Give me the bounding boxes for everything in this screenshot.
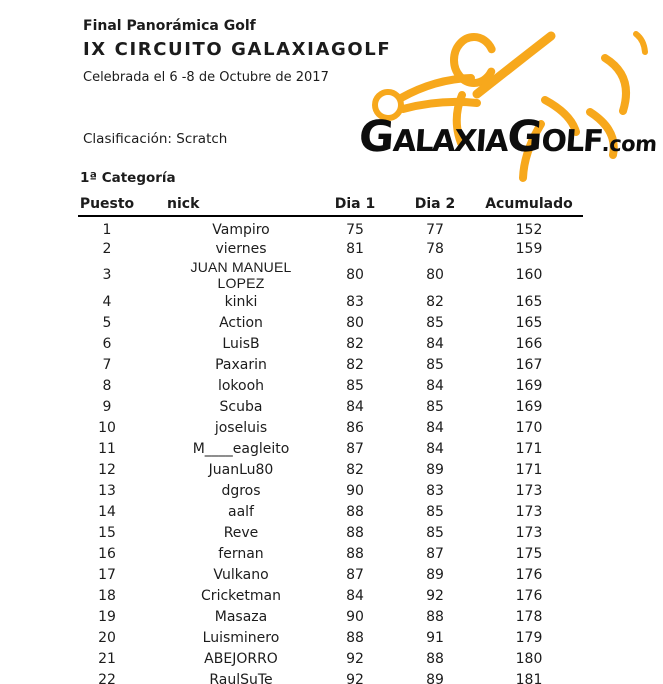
cell-dia2: 82	[426, 293, 444, 310]
cell-dia2: 89	[426, 461, 444, 478]
cell-acumulado: 165	[515, 314, 543, 331]
cell-puesto: 11	[98, 440, 116, 457]
cell-nick: LuisB	[222, 335, 260, 352]
cell-acumulado: 170	[515, 419, 543, 436]
table-row	[78, 585, 583, 606]
cell-dia1: 84	[346, 587, 364, 604]
cell-nick: Scuba	[219, 398, 263, 415]
cell-acumulado: 159	[515, 240, 543, 257]
cell-puesto: 2	[102, 240, 112, 257]
cell-nick: fernan	[218, 545, 264, 562]
brand-dotcom: .com	[600, 132, 658, 156]
cell-nick: Vampiro	[212, 222, 270, 238]
table-header-row	[78, 196, 583, 216]
results-tbody	[78, 216, 583, 684]
cell-puesto: 3	[102, 267, 112, 283]
cell-acumulado: 181	[515, 671, 543, 684]
cell-dia1: 85	[346, 377, 364, 394]
classification-line: Clasificación: Scratch	[83, 131, 228, 147]
table-row	[78, 333, 583, 354]
column-header-dia1: Dia 1	[315, 196, 395, 216]
cell-puesto: 18	[98, 587, 116, 604]
cell-dia1: 84	[346, 398, 364, 415]
table-row	[78, 501, 583, 522]
cell-nick: viernes	[215, 240, 267, 257]
cell-dia1: 88	[346, 503, 364, 520]
cell-puesto: 1	[102, 222, 112, 238]
brand-letter-g1: G	[357, 112, 396, 162]
cell-puesto: 21	[98, 650, 116, 667]
cell-nick: Masaza	[214, 608, 268, 625]
cell-nick: JUAN MANUEL LOPEZ	[190, 259, 292, 291]
table-row	[78, 522, 583, 543]
cell-puesto: 8	[102, 377, 112, 394]
cell-dia2: 84	[426, 440, 444, 457]
cell-dia1: 92	[346, 650, 364, 667]
cell-puesto: 22	[98, 671, 116, 684]
results-table	[78, 196, 583, 684]
cell-nick: RaulSuTe	[209, 671, 273, 684]
cell-puesto: 20	[98, 629, 116, 646]
cell-nick: JuanLu80	[208, 461, 274, 478]
column-header-puesto: Puesto	[78, 196, 136, 216]
cell-dia2: 87	[426, 545, 444, 562]
cell-puesto: 15	[98, 524, 116, 541]
table-row	[78, 291, 583, 312]
cell-nick: ABEJORRO	[204, 650, 278, 667]
cell-acumulado: 173	[515, 524, 543, 541]
cell-acumulado: 152	[515, 222, 543, 238]
cell-dia1: 82	[346, 461, 364, 478]
page-title: IX CIRCUITO GALAXIAGOLF	[83, 39, 392, 60]
cell-puesto: 14	[98, 503, 116, 520]
cell-dia1: 87	[346, 440, 364, 457]
cell-dia2: 83	[426, 482, 444, 499]
table-row	[78, 375, 583, 396]
cell-nick: Vulkano	[213, 566, 269, 583]
galaxiagolf-logo	[355, 12, 660, 184]
cell-acumulado: 176	[515, 587, 543, 604]
cell-acumulado: 175	[515, 545, 543, 562]
cell-acumulado: 176	[515, 566, 543, 583]
table-row	[78, 564, 583, 585]
table-row	[78, 543, 583, 564]
cell-dia1: 87	[346, 566, 364, 583]
cell-puesto: 12	[98, 461, 116, 478]
cell-nick: Luisminero	[202, 629, 280, 646]
cell-acumulado: 171	[515, 440, 543, 457]
cell-puesto: 6	[102, 335, 112, 352]
cell-dia2: 78	[426, 240, 444, 257]
cell-dia1: 81	[346, 240, 364, 257]
cell-nick: Action	[219, 314, 263, 331]
table-row	[78, 312, 583, 333]
cell-puesto: 13	[98, 482, 116, 499]
table-row	[78, 216, 583, 238]
cell-puesto: 5	[102, 314, 112, 331]
table-row	[78, 238, 583, 259]
cell-dia1: 82	[346, 335, 364, 352]
cell-nick: aalf	[228, 503, 254, 520]
cell-acumulado: 173	[515, 482, 543, 499]
cell-dia2: 85	[426, 503, 444, 520]
table-row	[78, 438, 583, 459]
cell-dia2: 88	[426, 650, 444, 667]
brand-letter-g2: G	[505, 112, 544, 162]
cell-puesto: 17	[98, 566, 116, 583]
event-date: Celebrada el 6 -8 de Octubre de 2017	[83, 70, 329, 85]
cell-acumulado: 178	[515, 608, 543, 625]
cell-puesto: 16	[98, 545, 116, 562]
table-row	[78, 396, 583, 417]
cell-nick: M____eagleito	[192, 440, 290, 457]
cell-nick: Reve	[223, 524, 259, 541]
cell-dia1: 82	[346, 356, 364, 373]
brand-wordmark	[357, 112, 658, 162]
cell-puesto: 19	[98, 608, 116, 625]
cell-acumulado: 169	[515, 398, 543, 415]
cell-dia1: 75	[346, 222, 364, 238]
event-name: Final Panorámica Golf	[83, 18, 256, 34]
column-header-acumulado: Acumulado	[475, 196, 583, 216]
cell-dia2: 84	[426, 377, 444, 394]
cell-dia1: 80	[346, 314, 364, 331]
cell-dia1: 90	[346, 608, 364, 625]
brand-alaxia: ALAXIA	[391, 124, 509, 159]
cell-dia2: 92	[426, 587, 444, 604]
cell-acumulado: 160	[515, 267, 543, 283]
brand-olf: OLF	[540, 124, 604, 159]
table-row	[78, 459, 583, 480]
cell-dia2: 85	[426, 356, 444, 373]
cell-dia1: 80	[346, 267, 364, 283]
cell-dia2: 89	[426, 671, 444, 684]
cell-puesto: 9	[102, 398, 112, 415]
cell-acumulado: 169	[515, 377, 543, 394]
cell-puesto: 7	[102, 356, 112, 373]
cell-acumulado: 179	[515, 629, 543, 646]
cell-acumulado: 165	[515, 293, 543, 310]
cell-dia1: 90	[346, 482, 364, 499]
table-row	[78, 417, 583, 438]
cell-nick: dgros	[221, 482, 261, 499]
column-header-dia2: Dia 2	[395, 196, 475, 216]
cell-nick: lokooh	[217, 377, 265, 394]
cell-nick: kinki	[224, 293, 258, 310]
cell-dia2: 84	[426, 419, 444, 436]
cell-nick: Paxarin	[215, 356, 267, 373]
cell-acumulado: 166	[515, 335, 543, 352]
cell-dia1: 88	[346, 524, 364, 541]
cell-dia2: 89	[426, 566, 444, 583]
cell-dia1: 92	[346, 671, 364, 684]
cell-dia2: 88	[426, 608, 444, 625]
cell-dia2: 85	[426, 398, 444, 415]
table-row	[78, 259, 583, 291]
cell-dia2: 84	[426, 335, 444, 352]
column-header-nick: nick	[136, 196, 315, 216]
cell-acumulado: 171	[515, 461, 543, 478]
cell-acumulado: 173	[515, 503, 543, 520]
cell-dia2: 77	[426, 222, 444, 238]
table-row	[78, 480, 583, 501]
cell-acumulado: 167	[515, 356, 543, 373]
cell-dia1: 88	[346, 545, 364, 562]
cell-dia1: 83	[346, 293, 364, 310]
cell-nick: joseluis	[214, 419, 268, 436]
cell-dia2: 80	[426, 267, 444, 283]
table-row	[78, 354, 583, 375]
cell-nick: Cricketman	[201, 587, 281, 604]
cell-dia1: 88	[346, 629, 364, 646]
cell-puesto: 10	[98, 419, 116, 436]
table-row	[78, 669, 583, 684]
cell-dia2: 85	[426, 314, 444, 331]
cell-dia1: 86	[346, 419, 364, 436]
cell-dia2: 85	[426, 524, 444, 541]
table-row	[78, 648, 583, 669]
category-label: 1ª Categoría	[80, 170, 176, 186]
table-row	[78, 627, 583, 648]
cell-acumulado: 180	[515, 650, 543, 667]
cell-dia2: 91	[426, 629, 444, 646]
cell-puesto: 4	[102, 293, 112, 310]
table-row	[78, 606, 583, 627]
